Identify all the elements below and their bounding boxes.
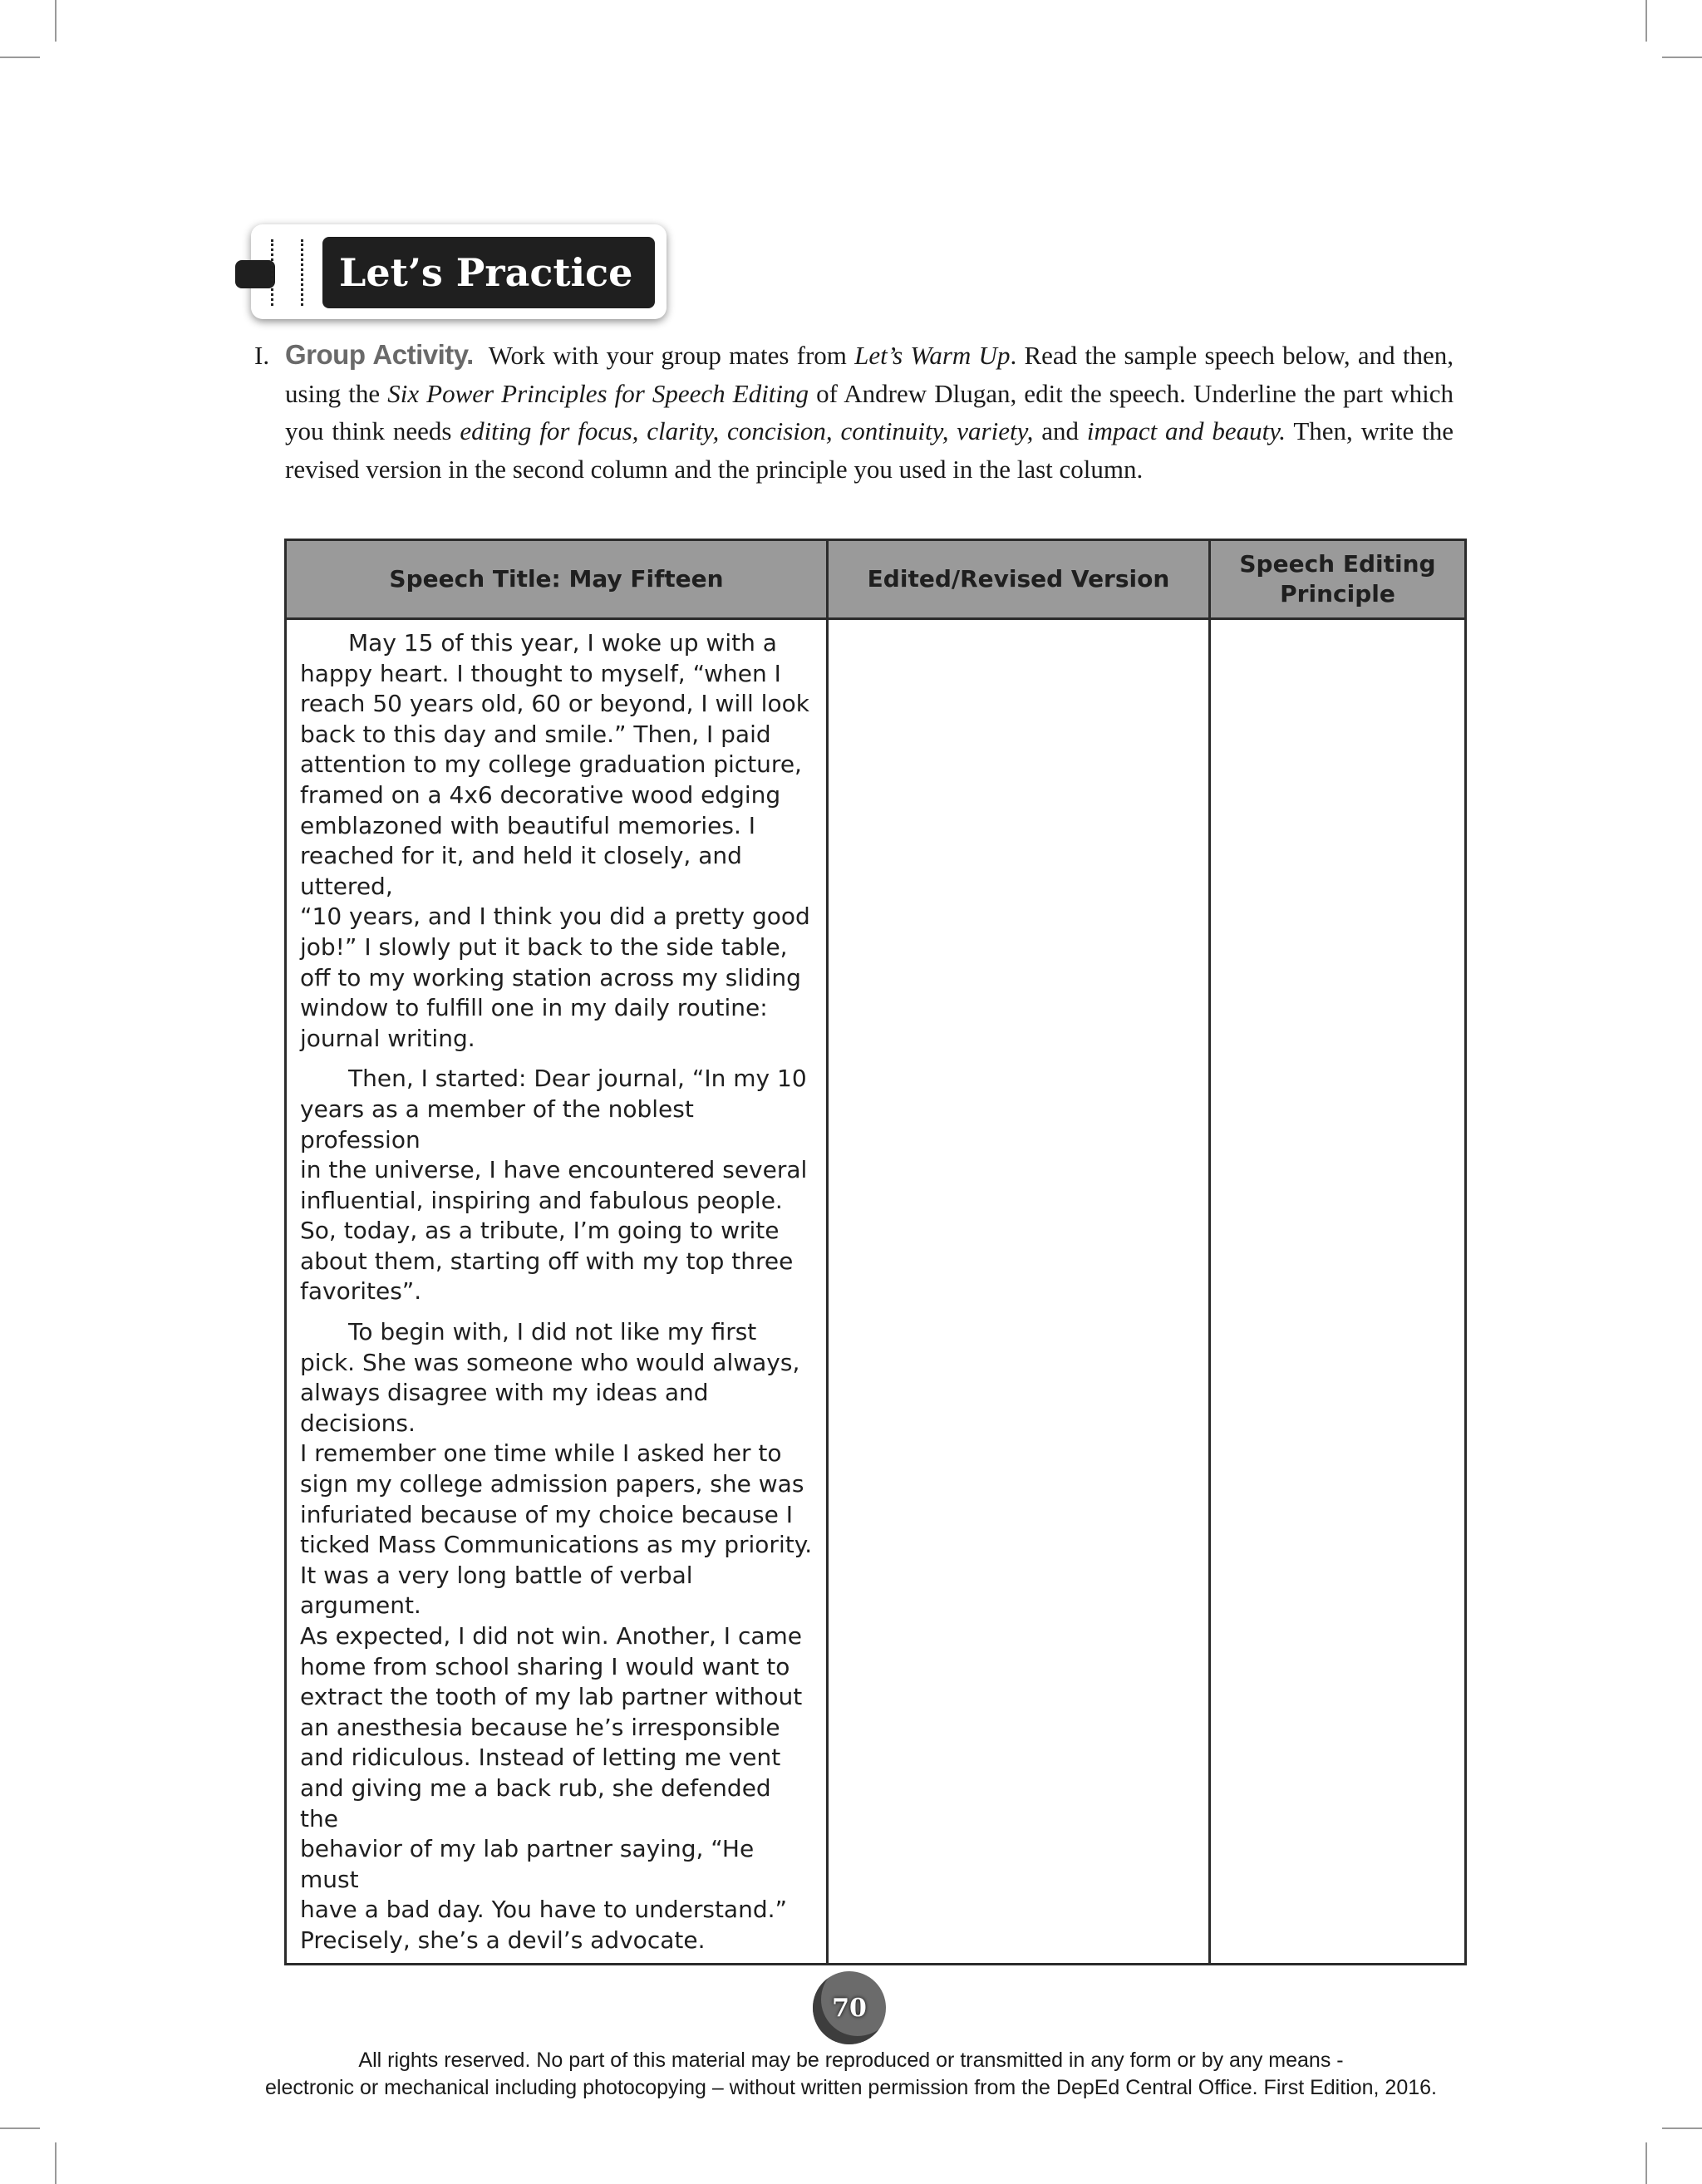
- speech-cell: [286, 619, 828, 1965]
- instruction-reference: Six Power Principles for Speech Editing: [387, 378, 809, 408]
- crop-mark: [1645, 0, 1647, 42]
- page-number-badge: [813, 1971, 886, 2044]
- speech-paragraph: Then, I started: Dear journal, “In my 10 years as a member of the noblest profession in the universe, I have encountered several influential, inspiring and fabulous people. So, today, as a tribute, I’m going to write about them, starting off with my top three favorites”.: [300, 1065, 808, 1306]
- table-row: [286, 619, 1466, 1965]
- copyright-line-1: All rights reserved. No part of this material may be reproduced or transmitted in any form or by any means -: [358, 2049, 1344, 2072]
- revised-version-cell[interactable]: [828, 619, 1210, 1965]
- section-title: Let’s Practice: [322, 237, 655, 308]
- speech-paragraph: May 15 of this year, I woke up with a happy heart. I thought to myself, “when I reach 50 years old, 60 or beyond, I will look back to this day and smile.” Then, I paid attention to my college graduation picture, framed on a 4x6 decorative wood edging emblazoned with beautiful memories. I reached for it, and held it closely, and uttered, “10 years, and I think you did a pretty good job!” I slowly put it back to the side table, off to my working station across my sliding window to fulfill one in my daily routine: journal writing.: [300, 629, 810, 1052]
- table-header-row: [286, 540, 1466, 619]
- page-number: 70: [832, 1993, 867, 2023]
- instruction-text: Then, write the revised version in the second column and the principle you used in the last column.: [285, 416, 1454, 484]
- crop-mark: [1645, 2142, 1647, 2184]
- crop-mark: [1662, 2127, 1702, 2129]
- instruction-text: Work with your group mates from: [488, 341, 855, 370]
- crop-mark: [0, 2127, 40, 2129]
- instruction-text: and: [1033, 416, 1087, 445]
- speech-text: [287, 620, 826, 1963]
- column-header-editing-principle: Speech Editing Principle: [1210, 540, 1466, 619]
- banner-stripe: [271, 239, 273, 306]
- item-number: I.: [254, 341, 270, 370]
- activity-lead: Group Activity.: [285, 339, 474, 370]
- crop-mark: [1662, 57, 1702, 58]
- activity-instructions: [285, 336, 1454, 488]
- instruction-text: of Andrew Dlugan, edit the speech. Underline the part which you think needs: [285, 378, 1454, 445]
- crop-mark: [55, 0, 57, 42]
- crop-mark: [0, 57, 40, 58]
- editing-principle-cell[interactable]: [1210, 619, 1466, 1965]
- speech-editing-table: [284, 539, 1467, 1965]
- instruction-text: . Read the sample speech below, and then, using the: [285, 341, 1454, 408]
- copyright-line-2: electronic or mechanical including photocopying – without written permission from the DepEd Central Office. First Edition, 2016.: [265, 2076, 1437, 2099]
- column-header-speech-title: Speech Title: May Fifteen: [286, 540, 828, 619]
- banner-tab: [235, 260, 275, 288]
- instruction-reference: Let’s Warm Up: [854, 341, 1011, 370]
- instruction-reference: editing for focus, clarity, concision, continuity, variety,: [460, 416, 1034, 445]
- crop-mark: [55, 2142, 57, 2184]
- banner-stripe: [301, 239, 303, 306]
- column-header-revised-version: Edited/Revised Version: [828, 540, 1210, 619]
- instruction-reference: impact and beauty.: [1086, 416, 1286, 445]
- speech-paragraph: To begin with, I did not like my first pick. She was someone who would always, always disagree with my ideas and decisions. I remember one time while I asked her to sign my college admission papers, she was infuriated because of my choice because I ticked Mass Communications as my priority. It was a very long battle of verbal argument. As expected, I did not win. Another, I came home from school sharing I would want to extract the tooth of my lab partner without an anesthesia because he’s irresponsible and ridiculous. Instead of letting me vent and giving me a back rub, she defended the behavior of my lab partner saying, “He must have a bad day. You have to understand.” Precisely, she’s a devil’s advocate.: [300, 1318, 813, 1954]
